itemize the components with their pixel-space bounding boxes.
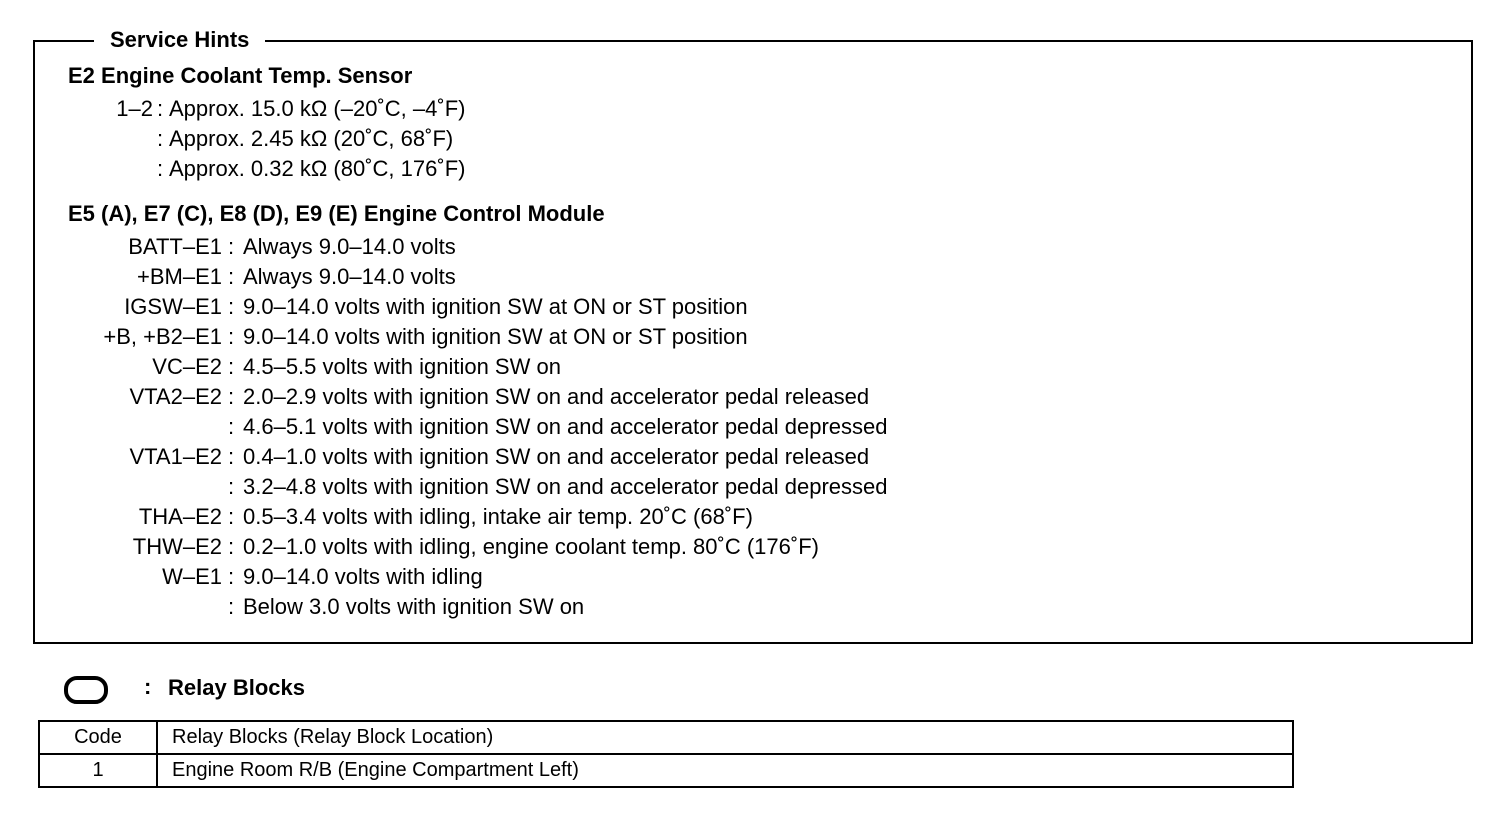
separator-colon: : [228,414,235,439]
terminal-label: IGSW–E1 [124,294,222,319]
separator-colon: : [157,96,164,121]
spec-value: 0.4–1.0 volts with ignition SW on and accelerator pedal released [243,444,870,469]
separator-colon: : [228,444,235,469]
spec-value: Approx. 0.32 kΩ (80˚C, 176˚F) [169,156,466,181]
separator-colon: : [228,564,235,589]
spec-row [0,562,1300,592]
spec-row [0,442,1300,472]
spec-value: 9.0–14.0 volts with idling [243,564,483,589]
spec-value: Approx. 15.0 kΩ (–20˚C, –4˚F) [169,96,466,121]
spec-row [0,532,1300,562]
spec-row [0,262,1300,292]
spec-row [0,94,1300,124]
relay-table-header-row [39,721,1293,754]
spec-value: 4.5–5.5 volts with ignition SW on [243,354,561,379]
relay-block-symbol-icon [64,676,108,704]
terminal-label: VTA1–E2 [129,444,222,469]
spec-value: 9.0–14.0 volts with ignition SW at ON or ST position [243,294,748,319]
separator-colon: : [228,324,235,349]
spec-value: 2.0–2.9 volts with ignition SW on and accelerator pedal released [243,384,870,409]
separator-colon: : [228,384,235,409]
separator-colon: : [228,474,235,499]
terminal-label: THW–E2 [132,534,222,559]
relay-table-header-code: Code [39,721,157,754]
separator-colon: : [228,234,235,259]
spec-row [0,124,1300,154]
separator-colon: : [157,156,164,181]
e2-heading: E2 Engine Coolant Temp. Sensor [68,63,413,88]
terminal-label: THA–E2 [138,504,222,529]
spec-value: 0.2–1.0 volts with idling, engine coolant temp. 80˚C (176˚F) [243,534,819,559]
ecm-heading: E5 (A), E7 (C), E8 (D), E9 (E) Engine Control Module [68,201,605,226]
relay-block-table [38,720,1294,788]
separator-colon: : [228,264,235,289]
spec-value: 4.6–5.1 volts with ignition SW on and accelerator pedal depressed [243,414,888,439]
spec-row [0,592,1300,622]
separator-colon: : [228,594,235,619]
spec-row [0,232,1300,262]
terminal-label: VC–E2 [152,354,222,379]
relay-legend-label: Relay Blocks [168,675,305,700]
relay-description-cell: Engine Room R/B (Engine Compartment Left) [157,754,1293,787]
terminal-label: BATT–E1 [128,234,222,259]
relay-table-header-description: Relay Blocks (Relay Block Location) [157,721,1293,754]
separator-colon: : [228,534,235,559]
spec-row [0,472,1300,502]
spec-value: Approx. 2.45 kΩ (20˚C, 68˚F) [169,126,454,151]
spec-value: Below 3.0 volts with ignition SW on [243,594,585,619]
spec-value: 0.5–3.4 volts with idling, intake air temp. 20˚C (68˚F) [243,504,753,529]
terminal-label: 1–2 [116,96,153,121]
service-hints-title: Service Hints [94,26,265,54]
separator-colon: : [228,294,235,319]
spec-row [0,154,1300,184]
relay-legend-colon: : [144,674,152,699]
separator-colon: : [157,126,164,151]
spec-row [0,352,1300,382]
spec-row [0,322,1300,352]
spec-row [0,412,1300,442]
separator-colon: : [228,504,235,529]
separator-colon: : [228,354,235,379]
terminal-label: +B, +B2–E1 [103,324,222,349]
terminal-label: +BM–E1 [137,264,222,289]
relay-code-cell: 1 [39,754,157,787]
spec-row [0,292,1300,322]
terminal-label: W–E1 [162,564,222,589]
terminal-label: VTA2–E2 [129,384,222,409]
spec-row [0,502,1300,532]
table-row [39,754,1293,787]
spec-value: Always 9.0–14.0 volts [243,264,456,289]
spec-row [0,382,1300,412]
spec-value: Always 9.0–14.0 volts [243,234,456,259]
spec-value: 9.0–14.0 volts with ignition SW at ON or ST position [243,324,748,349]
spec-value: 3.2–4.8 volts with ignition SW on and accelerator pedal depressed [243,474,888,499]
